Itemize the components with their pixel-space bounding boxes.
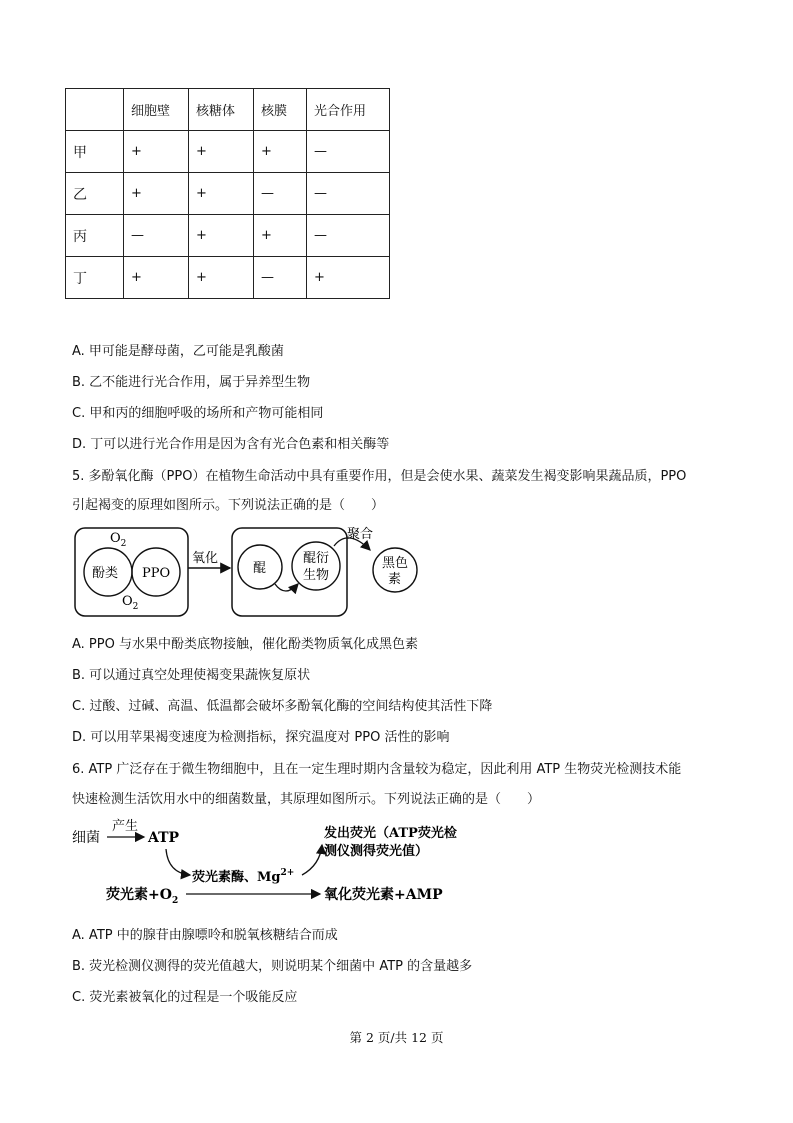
quinone-label: 醌: [253, 561, 267, 576]
q4-option-b: B. 乙不能进行光合作用，属于异养型生物: [72, 375, 311, 390]
produce-label: 产生: [112, 819, 139, 834]
q5-stem-line1: 5. 多酚氧化酶（PPO）在植物生命活动中具有重要作用，但是会使水果、蔬菜发生褐变影响果蔬品质，PPO: [72, 469, 687, 484]
table-header-cell: 光合作用: [307, 89, 390, 131]
phenol-label: 酚类: [92, 566, 119, 581]
table-header-cell: 核膜: [254, 89, 307, 131]
table-cell: 丙: [66, 215, 124, 257]
table-cell: +: [254, 215, 307, 257]
table-cell: +: [124, 131, 189, 173]
q6-stem-line1: 6. ATP 广泛存在于微生物细胞中，且在一定生理时期内含量较为稳定，因此利用 ATP 生物荧光检测技术能: [72, 762, 682, 777]
table-cell: +: [189, 131, 254, 173]
bacteria-label: 细菌: [72, 830, 100, 846]
derivative-label-2: 生物: [303, 568, 330, 583]
table-cell: +: [124, 257, 189, 299]
atp-bioluminescence-diagram: [70, 815, 470, 915]
table-cell: +: [307, 257, 390, 299]
polymerize-label: 聚合: [347, 527, 374, 542]
derivative-label-1: 醌衍: [303, 551, 330, 566]
q5-option-d: D. 可以用苹果褐变速度为检测指标，探究温度对 PPO 活性的影响: [72, 730, 450, 745]
table-row: [66, 131, 390, 173]
organelle-table: [65, 88, 390, 299]
atp-label: ATP: [148, 830, 180, 846]
ppo-browning-diagram: [70, 522, 430, 622]
table-cell: —: [307, 173, 390, 215]
q6-option-a: A. ATP 中的腺苷由腺嘌呤和脱氧核糖结合而成: [72, 928, 338, 943]
q5-option-a: A. PPO 与水果中酚类底物接触，催化酚类物质氧化成黑色素: [72, 637, 418, 652]
table-header-cell: 核糖体: [189, 89, 254, 131]
table-cell: —: [124, 215, 189, 257]
table-cell: —: [254, 257, 307, 299]
ppo-label: PPO: [142, 566, 171, 581]
table-header-cell: [66, 89, 124, 131]
q4-option-a: A. 甲可能是酵母菌，乙可能是乳酸菌: [72, 344, 284, 359]
table-cell: +: [189, 215, 254, 257]
table-cell: —: [307, 131, 390, 173]
table-header-row: [66, 89, 390, 131]
table-cell: 丁: [66, 257, 124, 299]
emit-label-1: 发出荧光（ATP荧光检: [324, 826, 457, 841]
oxidize-label: 氧化: [192, 551, 219, 566]
reaction-box-right: [232, 528, 347, 616]
table-cell: 甲: [66, 131, 124, 173]
q4-option-d: D. 丁可以进行光合作用是因为含有光合色素和相关酶等: [72, 437, 390, 452]
table-cell: +: [189, 173, 254, 215]
table-row: [66, 215, 390, 257]
q6-option-c: C. 荧光素被氧化的过程是一个吸能反应: [72, 990, 298, 1005]
emit-arrow: [302, 845, 322, 875]
page-footer: 第 2 页/共 12 页: [349, 1030, 444, 1045]
product-label: 氧化荧光素+AMP: [324, 887, 443, 903]
table-cell: +: [254, 131, 307, 173]
q5-stem-line2: 引起褐变的原理如图所示。下列说法正确的是（ ）: [72, 498, 385, 513]
table-cell: +: [189, 257, 254, 299]
emit-label-2: 测仪测得荧光值）: [324, 844, 429, 859]
o2-top-label: $O_2$: [110, 531, 127, 549]
q5-option-b: B. 可以通过真空处理使褐变果蔬恢复原状: [72, 668, 311, 683]
melanin-label-2: 素: [388, 572, 402, 587]
enzyme-label: 荧光素酶、$Mg^{2+}$: [192, 868, 295, 885]
q5-option-c: C. 过酸、过碱、高温、低温都会破坏多酚氧化酶的空间结构使其活性下降: [72, 699, 493, 714]
q4-option-c: C. 甲和丙的细胞呼吸的场所和产物可能相同: [72, 406, 324, 421]
q6-stem-line2: 快速检测生活饮用水中的细菌数量，其原理如图所示。下列说法正确的是（ ）: [72, 792, 541, 807]
melanin-label-1: 黑色: [382, 556, 409, 571]
table-header-cell: 细胞壁: [124, 89, 189, 131]
o2-bottom-label: $O_2$: [122, 594, 139, 612]
table-cell: —: [307, 215, 390, 257]
reactant-label: 荧光素$+O_2$: [106, 887, 179, 906]
table-cell: +: [124, 173, 189, 215]
table-cell: 乙: [66, 173, 124, 215]
q6-option-b: B. 荧光检测仪测得的荧光值越大，则说明某个细菌中 ATP 的含量越多: [72, 959, 473, 974]
table-row: [66, 173, 390, 215]
table-row: [66, 257, 390, 299]
conversion-arrow: [275, 584, 298, 591]
table-cell: —: [254, 173, 307, 215]
atp-to-enzyme-arrow: [166, 849, 190, 875]
